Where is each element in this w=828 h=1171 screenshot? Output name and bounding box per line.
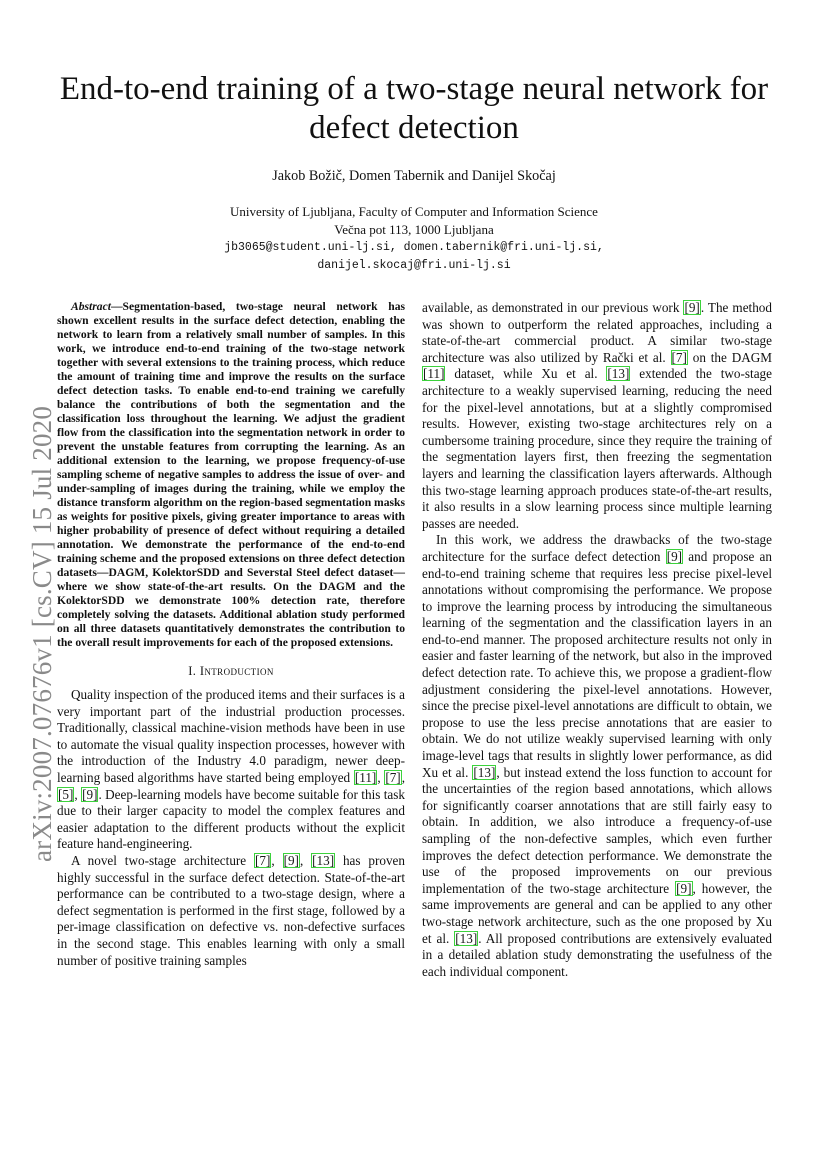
- paragraph-text: extended the two-stage architecture to a weakly supervised learning, reducing the need for the pixel-level annotations, but at a slightly compromised results. However, existing two-stage architectures rely on a cumbersome training procedure, since they require the training of the segmentation layers first, then freezing the segmentation layers and learning the classification layers afterwards. Although this two-stage learning approach produces state-of-the-art results, it also results in a slow learning process since multiple learning passes are needed.: [422, 366, 772, 531]
- paragraph-text: has proven highly successful in the surface defect detection. State-of-the-art performance can be contributed to a two-stage design, where a defect segmentation is performed in the first stage, followed by a per-image classification on defective vs. non-defective surfaces in the second stage. This enables learning with only a small number of positive training samples: [57, 852, 406, 968]
- paragraph-text: In this work, we address the drawbacks of the two-stage architecture for the surface defect detection: [422, 532, 772, 564]
- citation-link[interactable]: [9]: [676, 880, 692, 896]
- citation-link[interactable]: [7]: [255, 852, 271, 868]
- left-column: [57, 300, 405, 969]
- paragraph-text: A novel two-stage architecture: [71, 852, 255, 868]
- paragraph-text: ,: [377, 769, 385, 785]
- right-column: [422, 300, 772, 980]
- paragraph-text: . The method was shown to outperform the related approaches, including a state-of-the-art commercial product. A similar two-stage architecture was also utilized by Rački et al.: [422, 300, 772, 365]
- citation-link[interactable]: [9]: [684, 300, 700, 315]
- paragraph-text: ,: [74, 786, 82, 802]
- intro-paragraph-2-continued: [422, 300, 772, 532]
- paragraph-text: ,: [401, 769, 405, 785]
- intro-paragraph-2: [57, 853, 405, 969]
- paragraph-text: and propose an end-to-end training scheme that requires less precise pixel-level annotations without compromising the performance. We propose to improve the learning process by introducing the simultaneous learning of the segmentation and the classification layers in an end-to-end manner. The proposed architecture results not only in easier and faster learning of the network, but also in the improved defect detection rate. To achieve this, we propose a gradient-flow adjustment considering the pixel-level annotations. However, since the precise pixel-level annotations are difficult to obtain, we propose to use the less precise annotations that are easier to obtain. We do not utilize weakly supervised learning with only image-level tags that results in slightly lower performance, as did Xu et al.: [422, 548, 772, 780]
- paragraph-text: available, as demonstrated in our previous work: [422, 300, 684, 315]
- abstract: [57, 300, 405, 650]
- citation-link[interactable]: [11]: [423, 366, 445, 382]
- citation-link[interactable]: [7]: [671, 349, 687, 365]
- abstract-text: —Segmentation-based, two-stage neural network has shown excellent results in the surface defect detection, enabling the network to learn from a relatively small number of samples. In this work, we introduce end-to-end training of the two-stage network together with several extensions to the training process, which reduce the amount of training time and improve the results on the surface defect detection tasks. To enable end-to-end training we carefully balance the contributions of both the segmentation and the classification loss throughout the learning. We adjust the gradient flow from the classification into the segmentation network in order to prevent the unstable features from corrupting the learning. As an additional extension to the learning, we propose frequency-of-use sampling scheme of negative samples to address the issue of over- and under-sampling of images during the training, while we employ the distance transform algorithm on the region-based segmentation masks as weights for positive pixels, giving greater importance to areas with higher probability of presence of defect without requiring a detailed annotation. We demonstrate the performance of the end-to-end training scheme and the proposed extensions on three defect detection datasets—DAGM, KolektorSDD and Severstal Steel defect dataset— where we show state-of-the-art results. On the DAGM and the KolektorSDD we demonstrate 100% detection rate, therefore completely solving the datasets. Additional ablation study performed on all three datasets quantitatively demonstrates the contribution to the overall result improvements for each of the proposed extensions.: [57, 300, 405, 649]
- paragraph-text: . Deep-learning models have become suitable for this task due to their larger capacity to model the complex features and easier adaptation to the different products without the explicit feature hand-engineering.: [57, 786, 405, 852]
- citation-link[interactable]: [13]: [473, 764, 496, 780]
- paragraph-text: Quality inspection of the produced items and their surfaces is a very important part of the industrial production processes. Traditionally, classical machine-vision methods have been in use to automate the visual quality inspection processes, however with the introduction of the Industry 4.0 paradigm, newer deep-learning based algorithms have started being employed: [57, 687, 405, 785]
- email-line-2: danijel.skocaj@fri.uni-lj.si: [317, 259, 511, 272]
- section-heading-introduction: I. Introduction: [188, 664, 274, 678]
- intro-paragraph-1: [57, 687, 405, 853]
- affiliation-address: Večna pot 113, 1000 Ljubljana: [334, 222, 494, 237]
- paragraph-text: . All proposed contributions are extensively evaluated in a detailed ablation study demonstrating the usefulness of the each individual component.: [422, 930, 772, 979]
- citation-link[interactable]: [9]: [283, 852, 299, 868]
- citation-link[interactable]: [5]: [58, 786, 74, 802]
- arxiv-stamp: arXiv:2007.07676v1 [cs.CV] 15 Jul 2020: [27, 405, 57, 862]
- paragraph-text: , however, the same improvements are general and can be applied to any other two-stage network architecture, such as the one proposed by Xu et al.: [422, 880, 772, 946]
- paragraph-text: ,: [271, 852, 283, 868]
- paragraph-text: dataset, while Xu et al.: [445, 366, 607, 382]
- citation-link[interactable]: [11]: [354, 769, 377, 785]
- citation-link[interactable]: [7]: [385, 769, 401, 785]
- affiliation-block: [0, 203, 828, 275]
- citation-link[interactable]: [9]: [666, 548, 683, 564]
- citation-link[interactable]: [13]: [607, 366, 630, 382]
- citation-link[interactable]: [13]: [312, 852, 335, 868]
- paper-title: End-to-end training of a two-stage neural network for defect detection: [59, 71, 769, 146]
- intro-paragraph-3: [422, 532, 772, 980]
- citation-link[interactable]: [13]: [455, 930, 478, 946]
- email-line-1: jb3065@student.uni-lj.si, domen.tabernik@fri.uni-lj.si,: [224, 241, 604, 254]
- paragraph-text: , but instead extend the loss function to account for the uncertainties of the region based annotations, which allows for significantly coarser annotations that are still fairly easy to obtain. In addition, we also introduce a frequency-of-use sampling of the non-defective samples, which even further improves the defect detection performance. We demonstrate the use of the proposed improvements on our previous implementation of the two-stage architecture: [422, 764, 772, 896]
- author-list: Jakob Božič, Domen Tabernik and Danijel Skočaj: [272, 168, 556, 184]
- affiliation-institution: University of Ljubljana, Faculty of Computer and Information Science: [230, 204, 598, 219]
- paragraph-text: on the DAGM: [687, 349, 772, 365]
- citation-link[interactable]: [9]: [82, 786, 98, 802]
- abstract-label: Abstract: [71, 300, 111, 313]
- paragraph-text: ,: [299, 852, 312, 868]
